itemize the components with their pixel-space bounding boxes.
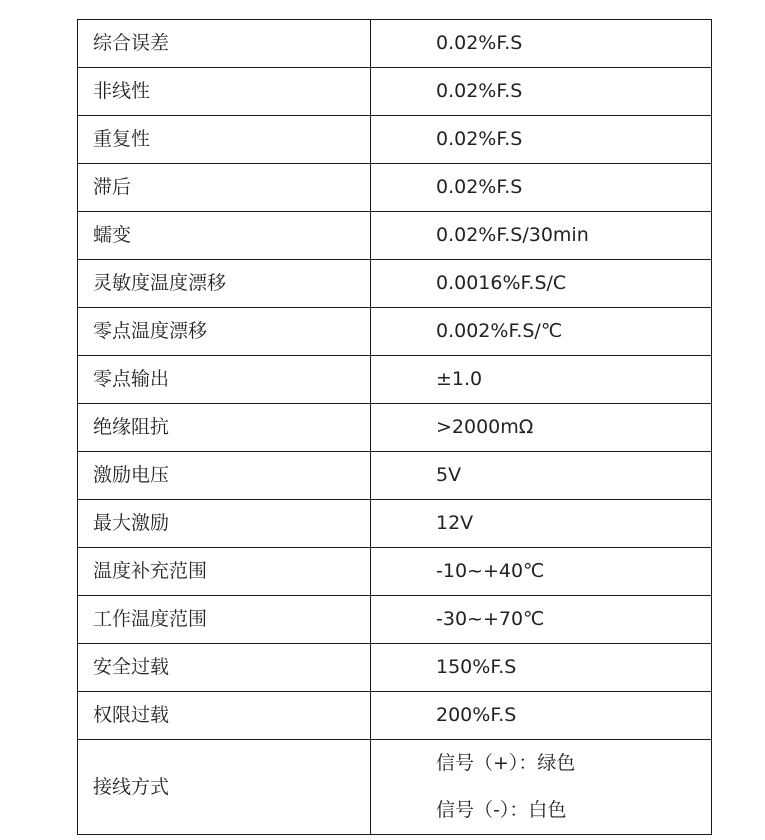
spec-value: 0.002%F.S/℃ [371,308,712,356]
spec-value: 12V [371,500,712,548]
spec-label: 激励电压 [78,452,371,500]
spec-label: 最大激励 [78,500,371,548]
spec-table-body [78,20,712,835]
spec-row-insulation-impedance [78,404,712,452]
spec-row-max-excitation [78,500,712,548]
spec-row-nonlinearity [78,68,712,116]
spec-label: 非线性 [78,68,371,116]
wiring-signal-positive: 信号（+）：绿色 [436,752,576,774]
spec-label: 温度补充范围 [78,548,371,596]
spec-row-zero-output [78,356,712,404]
spec-label: 零点输出 [78,356,371,404]
wiring-signal-negative: 信号（-）：白色 [436,799,567,821]
spec-value: -30~+70℃ [371,596,712,644]
spec-label: 灵敏度温度漂移 [78,260,371,308]
spec-table [77,19,712,835]
spec-row-repeatability [78,116,712,164]
spec-value: 0.02%F.S/30min [371,212,712,260]
spec-row-safe-overload [78,644,712,692]
spec-label: 零点温度漂移 [78,308,371,356]
spec-value: 0.02%F.S [371,68,712,116]
wiring-value [371,740,712,835]
spec-row-excitation-voltage [78,452,712,500]
spec-value: 5V [371,452,712,500]
spec-label: 综合误差 [78,20,371,68]
spec-label: 重复性 [78,116,371,164]
spec-row-wiring [78,740,712,835]
spec-row-comprehensive-error [78,20,712,68]
spec-label: 权限过载 [78,692,371,740]
spec-value: >2000mΩ [371,404,712,452]
spec-label: 蠕变 [78,212,371,260]
spec-row-hysteresis [78,164,712,212]
spec-value: 0.02%F.S [371,116,712,164]
spec-label: 工作温度范围 [78,596,371,644]
wiring-label: 接线方式 [78,740,371,835]
spec-value: 200%F.S [371,692,712,740]
spec-row-sensitivity-temp-drift [78,260,712,308]
spec-label: 绝缘阻抗 [78,404,371,452]
spec-row-zero-temp-drift [78,308,712,356]
spec-value: 150%F.S [371,644,712,692]
spec-label: 安全过载 [78,644,371,692]
spec-value: ±1.0 [371,356,712,404]
spec-label: 滞后 [78,164,371,212]
spec-row-temp-compensation-range [78,548,712,596]
spec-value: 0.0016%F.S/C [371,260,712,308]
spec-row-limit-overload [78,692,712,740]
spec-value: 0.02%F.S [371,164,712,212]
spec-value: -10~+40℃ [371,548,712,596]
spec-row-creep [78,212,712,260]
spec-row-operating-temp-range [78,596,712,644]
spec-value: 0.02%F.S [371,20,712,68]
